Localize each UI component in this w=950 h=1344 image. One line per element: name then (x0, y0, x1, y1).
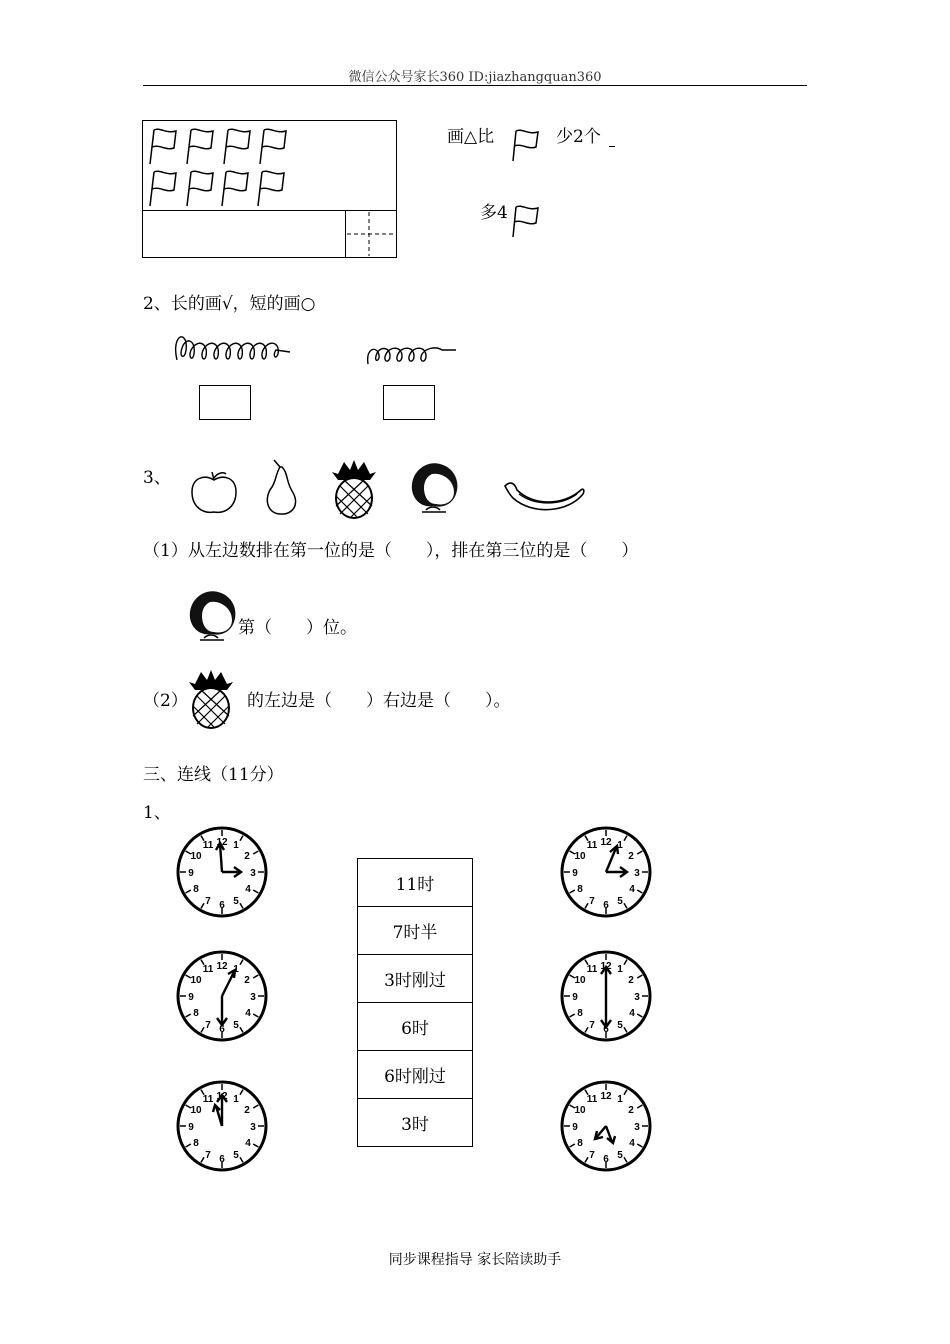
flag-icon (511, 203, 543, 239)
time-cell[interactable]: 6时刚过 (358, 1051, 473, 1099)
clock-right-2[interactable] (560, 950, 652, 1042)
section3-title: 三、连线（11分） (143, 765, 284, 785)
flag-icon (187, 129, 213, 164)
time-cell[interactable]: 3时刚过 (358, 955, 473, 1003)
q1-instruction-c: 多4 (480, 203, 508, 223)
answer-blank (609, 146, 615, 147)
flag-icon (150, 171, 176, 206)
long-spring-icon (172, 330, 297, 370)
q3-sub1: （1）从左边数排在第一位的是（ ），排在第三位的是（ ） (143, 541, 639, 561)
apple-icon (190, 470, 240, 516)
flag-icon (511, 127, 543, 163)
q1-instruction-b: 少2个 (556, 127, 601, 147)
answer-box-short[interactable] (383, 385, 435, 420)
banana-icon (503, 476, 585, 516)
q2-title: 2、长的画√，短的画○ (143, 294, 316, 314)
clock-right-1[interactable] (560, 826, 652, 918)
pineapple-icon (187, 670, 235, 730)
clock-left-2[interactable] (176, 950, 268, 1042)
q3-sub1b: 第（ ）位。 (238, 618, 357, 638)
pineapple-icon (330, 460, 378, 520)
flag-icon (260, 129, 286, 164)
clock-left-1[interactable] (176, 826, 268, 918)
answer-box-long[interactable] (199, 385, 251, 420)
time-table (357, 858, 473, 1147)
flag-icon (258, 171, 284, 206)
peach-icon (406, 460, 462, 516)
flag-icon (222, 171, 248, 206)
flag-icon (187, 171, 213, 206)
q3-number: 3、 (143, 468, 171, 488)
peach-icon (184, 588, 240, 644)
time-cell[interactable]: 6时 (358, 1003, 473, 1051)
time-cell[interactable]: 7时半 (358, 907, 473, 955)
page-footer: 同步课程指导 家长陪读助手 (388, 1252, 562, 1268)
q1-instruction-a: 画△比 (447, 127, 495, 147)
flag-group (148, 126, 308, 210)
q3-sub2-text: 的左边是（ ）右边是（ ）。 (247, 691, 511, 711)
q3-sub2-prefix: （2） (143, 691, 188, 711)
clock-left-3[interactable] (176, 1080, 268, 1172)
page-header: 微信公众号家长360 ID:jiazhangquan360 (348, 70, 602, 85)
pear-icon (262, 459, 302, 517)
time-cell[interactable]: 3时 (358, 1099, 473, 1147)
time-cell[interactable]: 11时 (358, 859, 473, 907)
flag-icon (150, 129, 176, 164)
dashed-cross (345, 210, 397, 258)
flag-icon (224, 129, 250, 164)
section3-q1: 1、 (143, 803, 171, 823)
clock-right-3[interactable] (560, 1080, 652, 1172)
header-divider (143, 85, 807, 86)
short-spring-icon (366, 338, 461, 370)
